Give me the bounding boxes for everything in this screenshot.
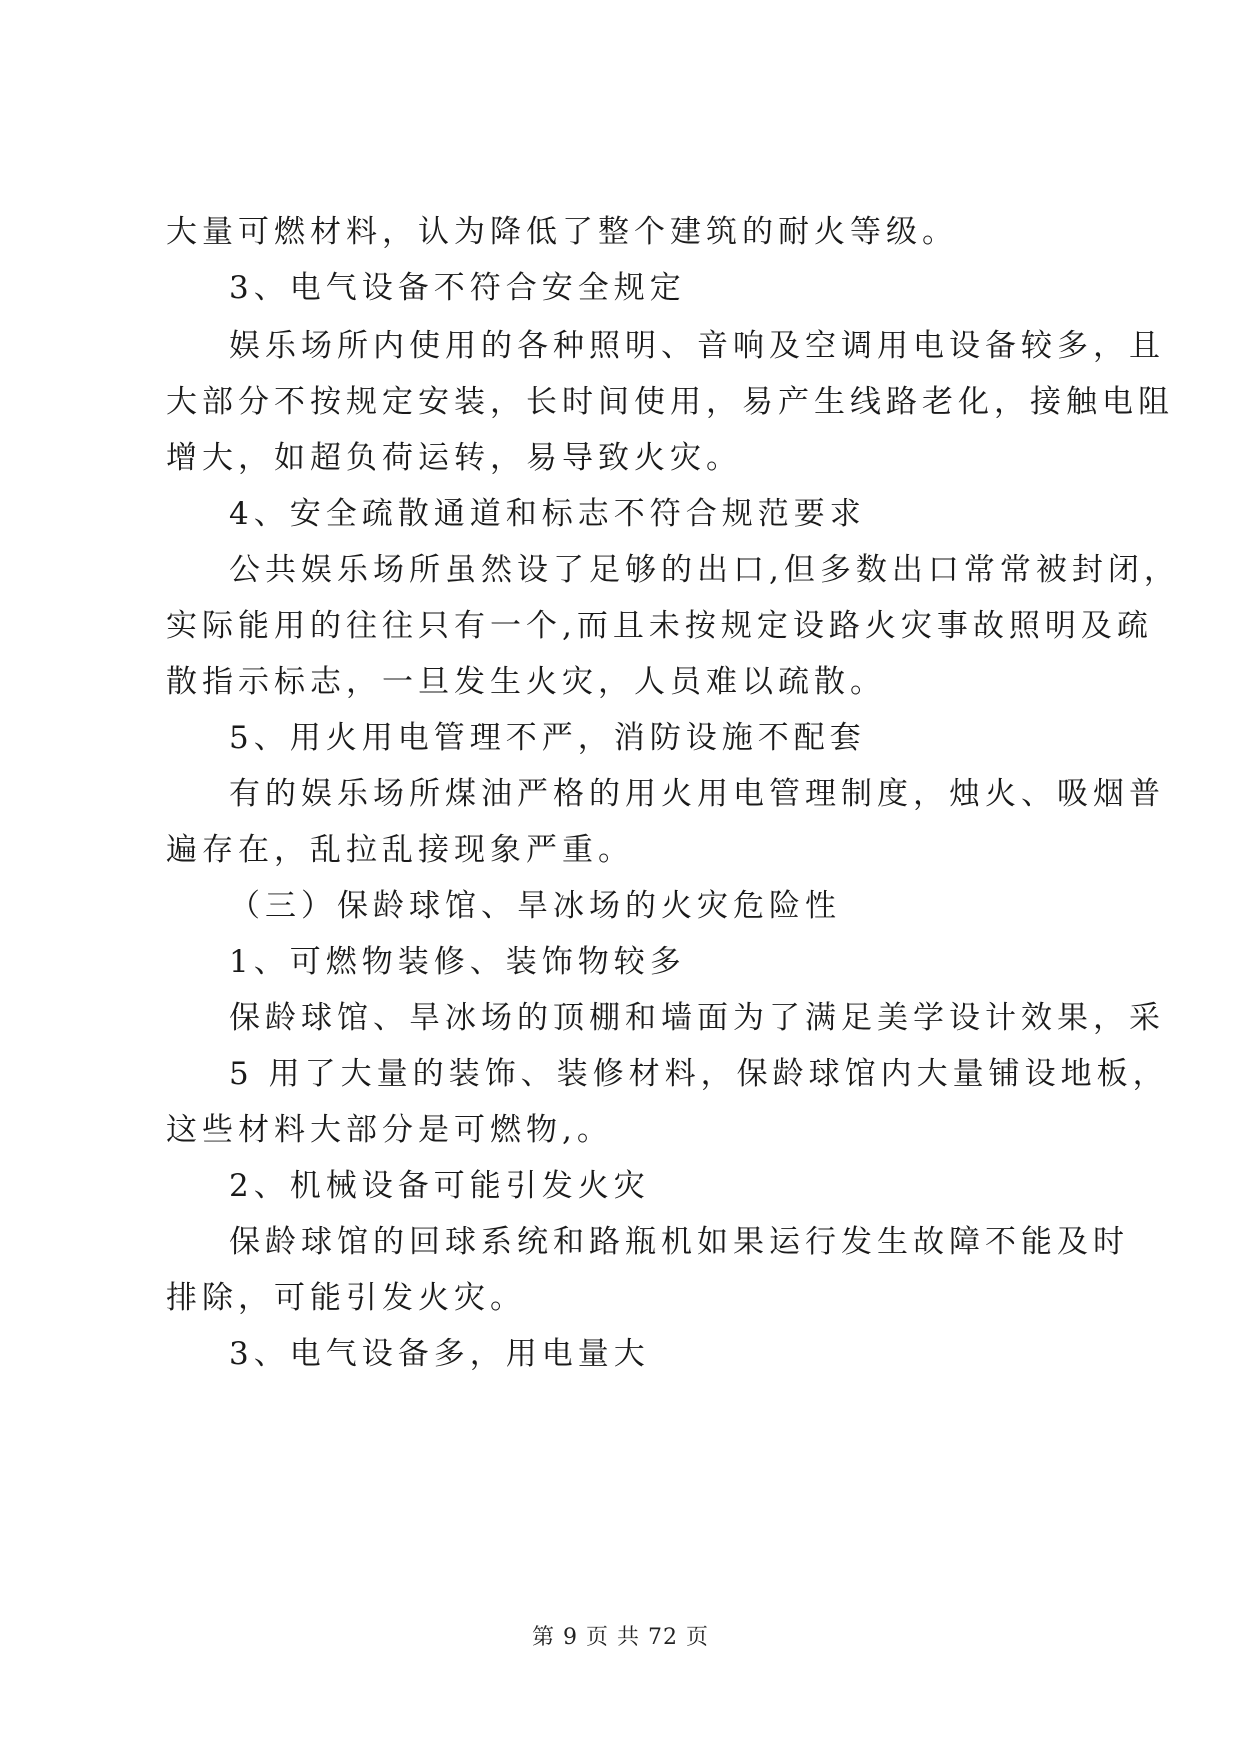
body-line-8: 实际能用的往往只有一个,而且未按规定设路火灾事故照明及疏 xyxy=(166,608,1153,644)
body-line-15: 保龄球馆、旱冰场的顶棚和墙面为了满足美学设计效果，采 xyxy=(229,1000,1165,1036)
section-heading-3b: 3、电气设备多，用电量大 xyxy=(229,1336,650,1372)
subsection-heading: （三）保龄球馆、旱冰场的火灾危险性 xyxy=(229,888,841,924)
body-line-19: 保龄球馆的回球系统和路瓶机如果运行发生故障不能及时 xyxy=(229,1224,1129,1260)
body-line-17: 这些材料大部分是可燃物,。 xyxy=(166,1112,613,1148)
body-line-7: 公共娱乐场所虽然设了足够的出口,但多数出口常常被封闭， xyxy=(229,552,1180,588)
body-line-4: 大部分不按规定安装，长时间使用，易产生线路老化，接触电阻 xyxy=(166,384,1174,420)
body-line-1: 大量可燃材料，认为降低了整个建筑的耐火等级。 xyxy=(166,214,958,250)
body-line-20: 排除，可能引发火灾。 xyxy=(166,1280,526,1316)
body-line-3: 娱乐场所内使用的各种照明、音响及空调用电设备较多，且 xyxy=(229,328,1165,364)
section-heading-2: 2、机械设备可能引发火灾 xyxy=(229,1168,650,1204)
body-line-9: 散指示标志，一旦发生火灾，人员难以疏散。 xyxy=(166,664,886,700)
page-footer: 第 9 页 共 72 页 xyxy=(532,1625,709,1650)
section-heading-5: 5、用火用电管理不严，消防设施不配套 xyxy=(229,720,866,756)
section-heading-4: 4、安全疏散通道和标志不符合规范要求 xyxy=(229,496,866,532)
body-line-12: 遍存在，乱拉乱接现象严重。 xyxy=(166,832,634,868)
body-line-16: 5 用了大量的装饰、装修材料，保龄球馆内大量铺设地板， xyxy=(229,1056,1169,1092)
body-line-5: 增大，如超负荷运转，易导致火灾。 xyxy=(166,440,742,476)
body-line-11: 有的娱乐场所煤油严格的用火用电管理制度，烛火、吸烟普 xyxy=(229,776,1165,812)
section-heading-1: 1、可燃物装修、装饰物较多 xyxy=(229,944,686,980)
section-heading-3: 3、电气设备不符合安全规定 xyxy=(229,270,686,306)
